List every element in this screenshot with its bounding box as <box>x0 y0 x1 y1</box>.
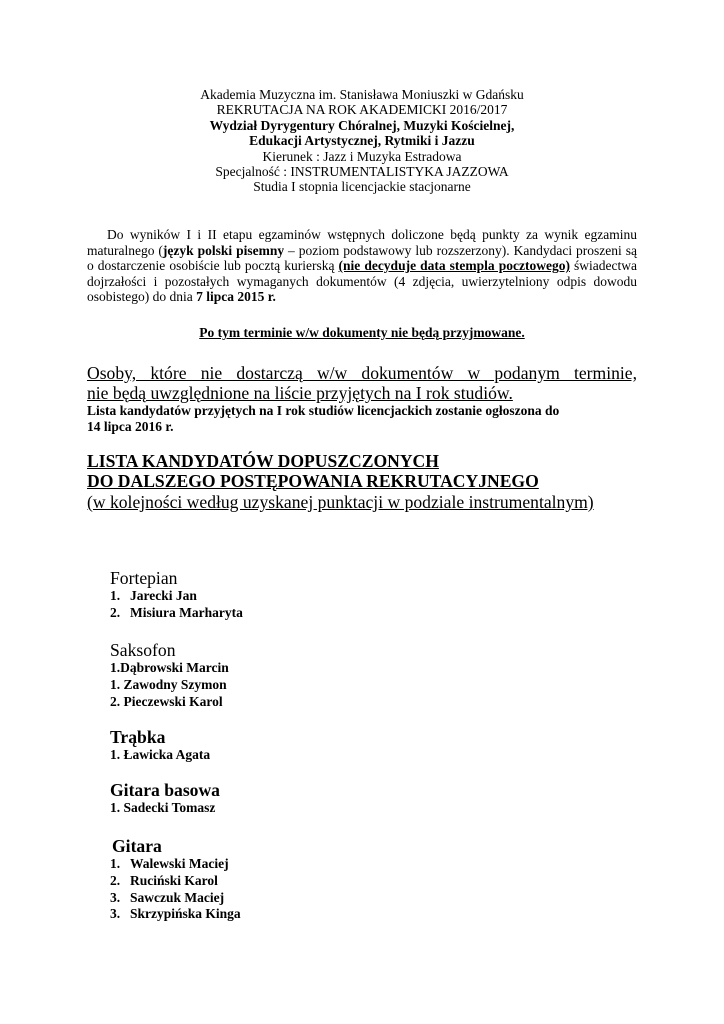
intro-bold-1: język polski pisemny <box>162 242 285 258</box>
candidate-name: Misiura Marharyta <box>130 604 243 620</box>
item-number: 2. <box>110 693 121 709</box>
candidate-name: Pieczewski Karol <box>123 693 223 709</box>
list-title-line1: LISTA KANDYDATÓW DOPUSZCZONYCH <box>87 451 439 471</box>
intro-bold-2: (nie decyduje data stempla pocztowego) <box>338 258 570 274</box>
intro-deadline: 7 lipca 2015 r. <box>196 289 276 305</box>
candidate-name: Ławicka Agata <box>123 747 211 762</box>
section-title: Gitara <box>112 836 162 856</box>
section-gitara <box>110 836 241 923</box>
intro-text-1: Do wyników I i II etapu egzaminów wstępnych doliczone będą punkty za wynik egzaminu maturalnego ( <box>87 227 637 258</box>
list-title-line2: DO DALSZEGO POSTĘPOWANIA REKRUTACYJNEGO <box>87 471 539 491</box>
list-title-line3: (w kolejności według uzyskanej punktacji w podziale instrumentalnym) <box>87 492 594 512</box>
section-title: Fortepian <box>110 568 178 588</box>
item-number: 3. <box>110 889 121 905</box>
candidate-name: Dąbrowski Marcin <box>120 660 229 675</box>
announcement <box>87 403 647 434</box>
document-header <box>0 87 724 195</box>
list-item <box>110 890 241 907</box>
list-item <box>110 677 229 694</box>
intro-text-3: świadectwa dojrzałości i pozostałych wymaganych dokumentów (4 zdjęcia, uwierzytelniony odpis dowodu osobistego) do dnia <box>87 258 637 305</box>
specialty: Specjalność : INSTRUMENTALISTYKA JAZZOWA <box>215 164 509 180</box>
announcement-line1: Lista kandydatów przyjętych na I rok studiów licencjackich zostanie ogłoszona do <box>87 403 560 418</box>
item-number: 1. <box>110 588 121 603</box>
section-saksofon <box>110 640 229 710</box>
candidate-name: Skrzypińska Kinga <box>130 906 241 922</box>
item-number: 2. <box>110 604 121 620</box>
list-item <box>110 605 243 622</box>
item-number: 1. <box>110 747 121 762</box>
deadline-notice: Po tym terminie w/w dokumenty nie będą przyjmowane. <box>199 325 525 340</box>
list-item <box>110 694 229 711</box>
item-number: 1. <box>110 660 121 675</box>
candidate-name: Jarecki Jan <box>130 588 197 603</box>
candidate-list <box>110 747 210 764</box>
academy-name: Akademia Muzyczna im. Stanisława Moniuszki w Gdańsku <box>200 87 524 102</box>
intro-text-2: – poziom podstawowy lub rozszerzony). Kandydaci proszeni są o dostarczenie osobiście lub pocztą kurierską <box>87 242 637 274</box>
item-number: 2. <box>110 872 121 888</box>
announcement-line2: 14 lipca 2016 r. <box>87 418 174 434</box>
item-number: 1. <box>110 856 121 871</box>
candidate-name: Walewski Maciej <box>130 856 229 871</box>
recruitment-year: REKRUTACJA NA ROK AKADEMICKI 2016/2017 <box>216 102 508 118</box>
study-type: Studia I stopnia licencjackie stacjonarne <box>253 179 471 195</box>
list-item <box>110 588 243 605</box>
field-of-study: Kierunek : Jazz i Muzyka Estradowa <box>262 148 462 164</box>
item-number: 3. <box>110 906 121 922</box>
section-title: Trąbka <box>110 727 166 747</box>
candidate-list <box>110 660 229 710</box>
list-item <box>110 906 241 923</box>
item-number: 1. <box>110 676 121 692</box>
list-item <box>110 873 241 890</box>
warning-line1: Osoby, które nie dostarczą w/w dokumentów w podanym terminie, <box>87 363 637 383</box>
candidate-name: Sawczuk Maciej <box>130 889 225 905</box>
section-trabka <box>110 727 210 764</box>
section-fortepian <box>110 568 243 622</box>
list-item <box>110 800 220 817</box>
section-title: Gitara basowa <box>110 780 220 800</box>
item-number: 1. <box>110 800 121 815</box>
candidate-name: Ruciński Karol <box>130 872 218 888</box>
candidate-name: Zawodny Szymon <box>123 676 227 692</box>
candidate-list <box>110 856 241 923</box>
section-title: Saksofon <box>110 640 176 660</box>
list-item <box>110 747 210 764</box>
warning-line2: nie będą uwzględnione na liście przyjętych na I rok studiów. <box>87 383 513 403</box>
list-item <box>110 660 229 677</box>
intro-paragraph <box>87 227 637 305</box>
faculty-name-line1: Wydział Dyrygentury Chóralnej, Muzyki Kościelnej, <box>209 117 515 133</box>
candidate-list <box>110 800 220 817</box>
list-item <box>110 856 241 873</box>
section-gitara-basowa <box>110 780 220 817</box>
candidate-list <box>110 588 243 622</box>
faculty-name-line2: Edukacji Artystycznej, Rytmiki i Jazzu <box>249 133 475 149</box>
candidate-name: Sadecki Tomasz <box>123 800 216 815</box>
